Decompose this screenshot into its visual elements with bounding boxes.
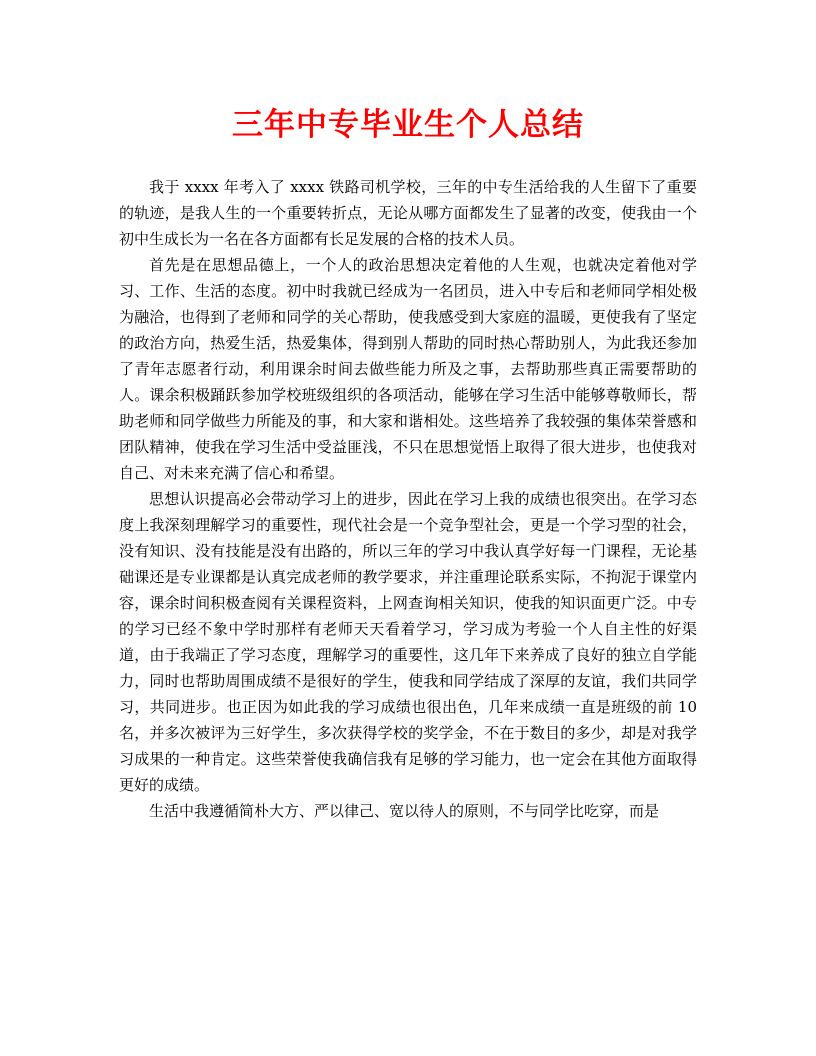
document-body [119,174,697,824]
paragraph-1: 我于 xxxx 年考入了 xxxx 铁路司机学校，三年的中专生活给我的人生留下了重要的轨迹，是我人生的一个重要转折点，无论从哪方面都发生了显著的改变，使我由一个初中生成长为一名在各方面都有长足发展的合格的技术人员。 [119,178,697,248]
paragraph-2: 首先是在思想品德上，一个人的政治思想决定着他的人生观，也就决定着他对学习、工作、生活的态度。初中时我就已经成为一名团员，进入中专后和老师同学相处极为融洽，也得到了老师和同学的关心帮助，使我感受到大家庭的温暖，更使我有了坚定的政治方向，热爱生活，热爱集体，得到别人帮助的同时热心帮助别人，为此我还参加了青年志愿者行动，利用课余时间去做些能力所及之事，去帮助那些真正需要帮助的人。课余积极踊跃参加学校班级组织的各项活动，能够在学习生活中能够尊敬师长，帮助老师和同学做些力所能及的事，和大家和谐相处。这些培养了我较强的集体荣誉感和团队精神，使我在学习生活中受益匪浅，不只在思想觉悟上取得了很大进步，也使我对自己、对未来充满了信心和希望。 [119,256,697,482]
document-title: 三年中专毕业生个人总结 [232,107,584,143]
paragraph-3: 思想认识提高必会带动学习上的进步，因此在学习上我的成绩也很突出。在学习态度上我深刻理解学习的重要性，现代社会是一个竞争型社会，更是一个学习型的社会，没有知识、没有技能是没有出路的，所以三年的学习中我认真学好每一门课程，无论基础课还是专业课都是认真完成老师的教学要求，并注重理论联系实际，不拘泥于课堂内容，课余时间积极查阅有关课程资料，上网查询相关知识，使我的知识面更广泛。中专的学习已经不象中学时那样有老师天天看着学习，学习成为考验一个人自主性的好渠道，由于我端正了学习态度，理解学习的重要性，这几年下来养成了良好的独立自学能力，同时也帮助周围成绩不是很好的学生，使我和同学结成了深厚的友谊，我们共同学习，共同进步。也正因为如此我的学习成绩也很出色，几年来成绩一直是班级的前 10 名，并多次被评为三好学生，多次获得学校的奖学金，不在于数目的多少，却是对我学习成果的一种肯定。这些荣誉使我确信我有足够的学习能力，也一定会在其他方面取得更好的成绩。 [119,490,697,794]
paragraph-4: 生活中我遵循简朴大方、严以律己、宽以待人的原则，不与同学比吃穿，而是 [149,802,660,820]
